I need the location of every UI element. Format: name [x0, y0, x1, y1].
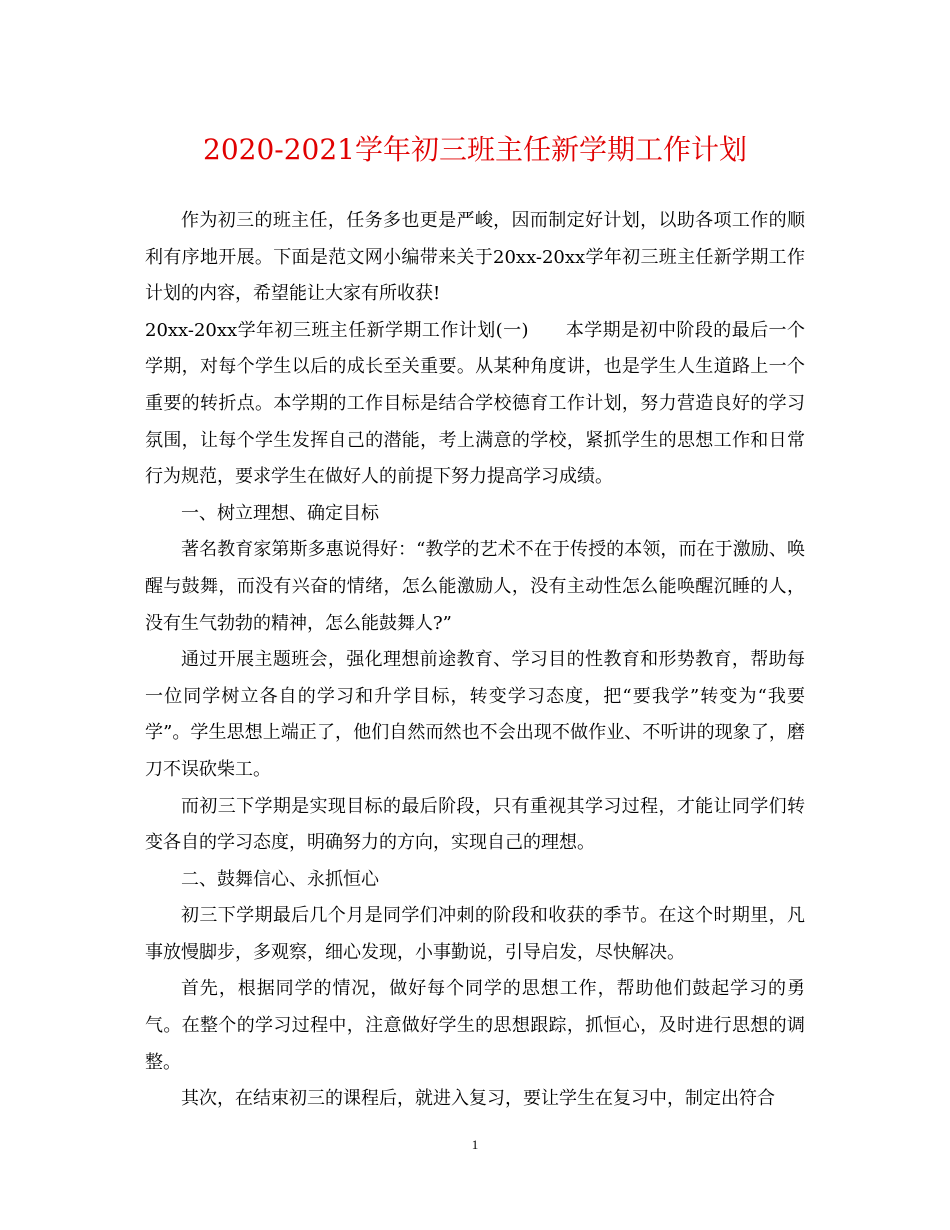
paragraph-intro: 作为初三的班主任，任务多也更是严峻，因而制定好计划，以助各项工作的顺利有序地开展。下面是范文网小编带来关于20xx-20xx学年初三班主任新学期工作计划的内容，希望能让大家有所收获! [145, 210, 805, 305]
document-body [145, 203, 805, 1118]
paragraph-plan-one: 20xx-20xx学年初三班主任新学期工作计划(一) 本学期是初中阶段的最后一个学期，对每个学生以后的成长至关重要。从某种角度讲，也是学生人生道路上一个重要的转折点。本学期的工作目标是结合学校德育工作计划，努力营造良好的学习氛围，让每个学生发挥自己的潜能，考上满意的学校，紧抓学生的思想工作和日常行为规范，要求学生在做好人的前提下努力提高学习成绩。 [145, 319, 805, 488]
paragraph-final-stage: 而初三下学期是实现目标的最后阶段，只有重视其学习过程，才能让同学们转变各自的学习态度，明确努力的方向，实现自己的理想。 [145, 795, 805, 854]
paragraph-sprint: 初三下学期最后几个月是同学们冲刺的阶段和收获的季节。在这个时期里，凡事放慢脚步，多观察，细心发现，小事勤说，引导启发，尽快解决。 [145, 905, 805, 963]
paragraph-quote: 著名教育家第斯多惠说得好：“教学的艺术不在于传授的本领，而在于激励、唤醒与鼓舞，而没有兴奋的情绪，怎么能激励人，没有主动性怎么能唤醒沉睡的人，没有生气勃勃的精神，怎么能鼓舞人?” [145, 539, 805, 634]
paragraph-first: 首先，根据同学的情况，做好每个同学的思想工作，帮助他们鼓起学习的勇气。在整个的学习过程中，注意做好学生的思想跟踪，抓恒心，及时进行思想的调整。 [145, 978, 805, 1073]
document-title: 2020-2021学年初三班主任新学期工作计划 [203, 133, 747, 166]
page-number: 1 [471, 1137, 479, 1152]
section-heading-one: 一、树立理想、确定目标 [181, 502, 379, 524]
section-heading-two: 二、鼓舞信心、永抓恒心 [181, 868, 379, 890]
paragraph-theme-meeting: 通过开展主题班会，强化理想前途教育、学习目的性教育和形势教育，帮助每一位同学树立各自的学习和升学目标，转变学习态度，把“要我学”转变为“我要学”。学生思想上端正了，他们自然而然也不会出现不做作业、不听讲的现象了，磨刀不误砍柴工。 [145, 649, 805, 780]
paragraph-second: 其次，在结束初三的课程后，就进入复习，要让学生在复习中，制定出符合 [181, 1088, 775, 1110]
